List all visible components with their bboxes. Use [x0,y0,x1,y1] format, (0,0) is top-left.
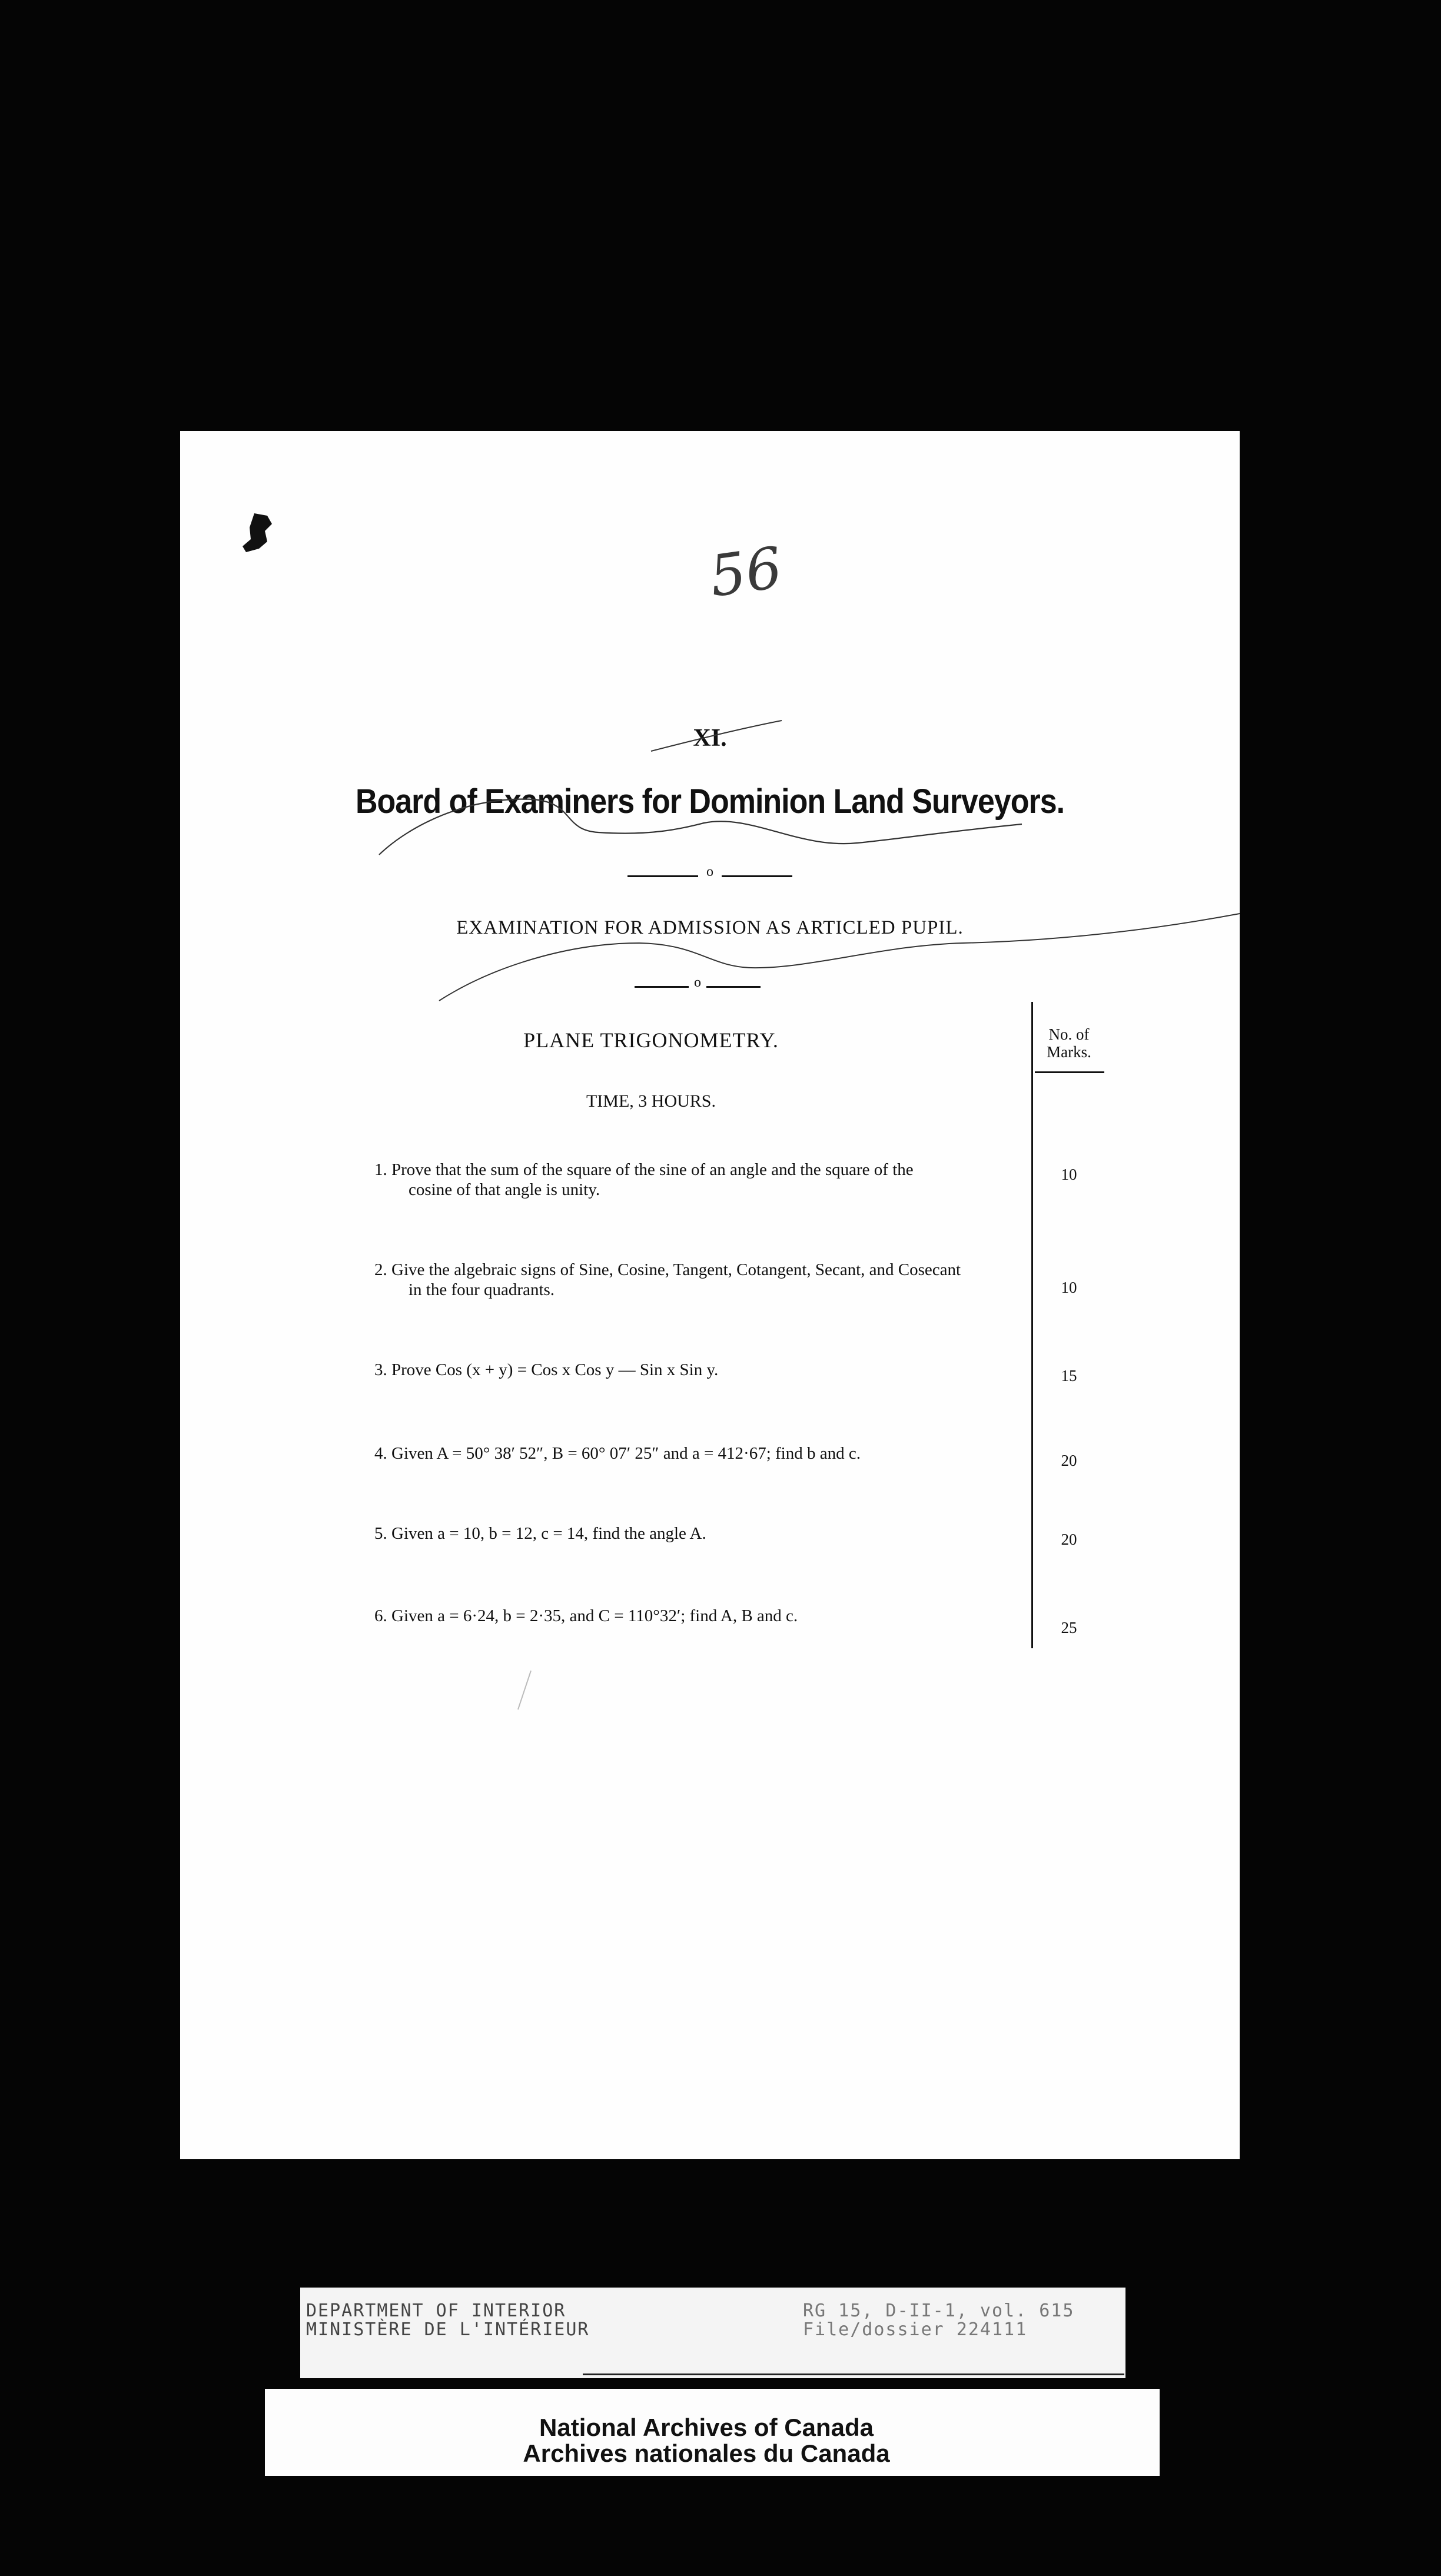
separator-glyph: o [706,864,713,879]
marks-column-header [1032,1025,1105,1061]
archives-name [265,2415,1148,2467]
time-allowed: TIME, 3 HOURS. [586,1091,716,1111]
question-number: 1. [374,1160,387,1179]
question-text-cont: in the four quadrants. [409,1280,555,1299]
exam-title: EXAMINATION FOR ADMISSION AS ARTICLED PUPIL. [456,917,964,938]
pencil-mark [513,1667,537,1714]
stamp-reference [803,2302,1074,2339]
stamp-dept-en: DEPARTMENT OF INTERIOR [306,2301,566,2321]
question-text: Given a = 6·24, b = 2·35, and C = 110°32′; find A, B and c. [391,1606,798,1625]
stamp-reference-line: RG 15, D-II-1, vol. 615 [803,2301,1075,2321]
question-5 [374,1523,1028,1547]
question-marks: 15 [1061,1367,1077,1385]
stamp-dept-fr: MINISTÈRE DE L'INTÉRIEUR [306,2319,590,2340]
document-page [180,431,1240,2159]
stamp-file-line: File/dossier 224111 [803,2319,1028,2340]
question-6 [374,1606,1028,1629]
stamp-department [306,2302,589,2339]
question-text: Prove that the sum of the square of the sine of an angle and the square of the [391,1160,914,1179]
handwritten-page-number: 56 [705,535,786,610]
pen-stroke [645,717,786,758]
board-title: Board of Examiners for Dominion Land Surveyors. [355,782,1065,821]
question-4 [374,1443,1028,1467]
subject-title: PLANE TRIGONOMETRY. [523,1028,779,1052]
question-number: 6. [374,1606,387,1625]
separator [627,864,792,882]
question-3 [374,1360,1028,1383]
question-1 [374,1160,1028,1207]
separator-glyph: o [694,975,701,990]
question-2 [374,1260,1028,1307]
marks-header-underline [1035,1071,1104,1073]
archives-name-fr: Archives nationales du Canada [523,2439,890,2467]
section-number: XI. [693,725,727,752]
question-marks: 10 [1061,1279,1077,1296]
question-marks: 25 [1061,1619,1077,1636]
question-marks: 10 [1061,1166,1077,1183]
archives-label [265,2389,1160,2476]
question-text: Given A = 50° 38′ 52″, B = 60° 07′ 25″ and a = 412·67; find b and c. [391,1444,861,1463]
separator [635,975,761,992]
question-text: Give the algebraic signs of Sine, Cosine, Tangent, Cotangent, Secant, and Cosecant [391,1260,961,1279]
question-marks: 20 [1061,1531,1077,1548]
marks-header-line2: Marks. [1047,1043,1091,1061]
question-text: Given a = 10, b = 12, c = 14, find the angle A. [391,1524,706,1543]
archive-stamp-label [300,2288,1125,2378]
pen-stroke [433,902,1246,1008]
question-number: 3. [374,1360,387,1379]
question-number: 5. [374,1524,387,1543]
stamp-edge-line [583,2373,1124,2375]
archives-name-en: National Archives of Canada [539,2414,874,2441]
question-marks: 20 [1061,1452,1077,1469]
question-number: 2. [374,1260,387,1279]
pen-stroke [374,772,1034,867]
question-text-cont: cosine of that angle is unity. [409,1180,600,1199]
question-text: Prove Cos (x + y) = Cos x Cos y — Sin x Sin y. [391,1360,719,1379]
marks-column-rule [1031,1002,1033,1648]
question-number: 4. [374,1444,387,1463]
marks-header-line1: No. of [1048,1025,1090,1043]
ink-blot [241,510,277,557]
